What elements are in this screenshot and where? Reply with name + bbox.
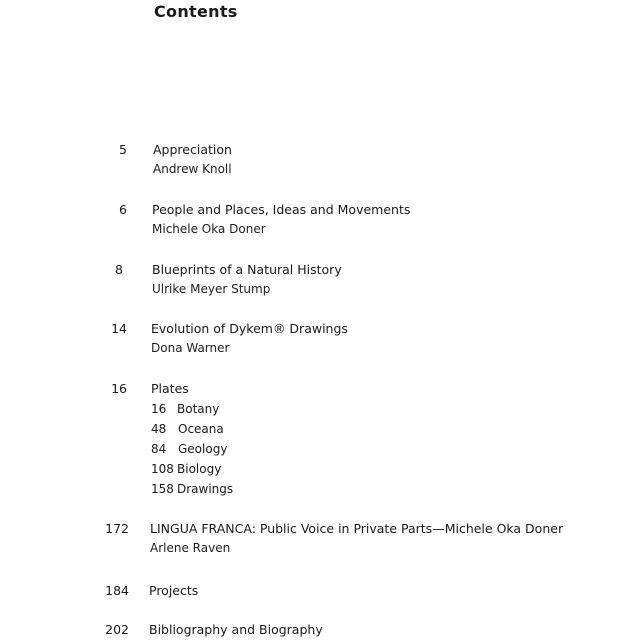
plates-sub-title: Geology (178, 442, 228, 456)
toc-entry-title: People and Places, Ideas and Movements (152, 202, 411, 217)
plates-sub-page: 84 (151, 442, 167, 456)
toc-page-number: 172 (105, 521, 129, 536)
page-title: Contents (154, 2, 238, 21)
toc-page-number: 6 (119, 202, 127, 217)
toc-page-number: 8 (115, 262, 123, 277)
plates-sub-page: 48 (151, 422, 167, 436)
toc-entry-title: LINGUA FRANCA: Public Voice in Private Parts—Michele Oka Doner (150, 521, 564, 536)
plates-sub-item (151, 422, 224, 436)
toc-entry-title: Bibliography and Biography (149, 622, 323, 637)
plates-sub-page: 16 (151, 402, 167, 416)
plates-sub-item (151, 402, 219, 416)
toc-entry-author: Dona Warner (151, 341, 230, 355)
toc-page-number: 184 (105, 583, 129, 598)
toc-entry-title: Blueprints of a Natural History (152, 262, 342, 277)
toc-page-number: 16 (111, 381, 127, 396)
plates-sub-title: Biology (177, 462, 222, 476)
plates-sub-title: Oceana (178, 422, 224, 436)
toc-entry-title: Plates (151, 381, 189, 396)
toc-entry-author: Arlene Raven (150, 541, 231, 555)
plates-sub-page: 158 (151, 482, 174, 496)
toc-entry-author: Ulrike Meyer Stump (152, 282, 271, 296)
toc-page-number: 14 (111, 321, 127, 336)
toc-entry-title: Evolution of Dykem® Drawings (151, 321, 348, 336)
toc-entry-author: Michele Oka Doner (152, 222, 266, 236)
plates-sub-title: Botany (177, 402, 220, 416)
plates-sub-page: 108 (151, 462, 174, 476)
plates-sub-item (151, 482, 233, 496)
plates-sub-title: Drawings (177, 482, 234, 496)
toc-entry-title: Projects (149, 583, 199, 598)
toc-entry-title: Appreciation (153, 142, 232, 157)
plates-sub-item (151, 462, 221, 476)
toc-page-number: 5 (119, 142, 127, 157)
toc-page-number: 202 (105, 622, 129, 637)
toc-entry-author: Andrew Knoll (153, 162, 232, 176)
plates-sub-item (151, 442, 227, 456)
